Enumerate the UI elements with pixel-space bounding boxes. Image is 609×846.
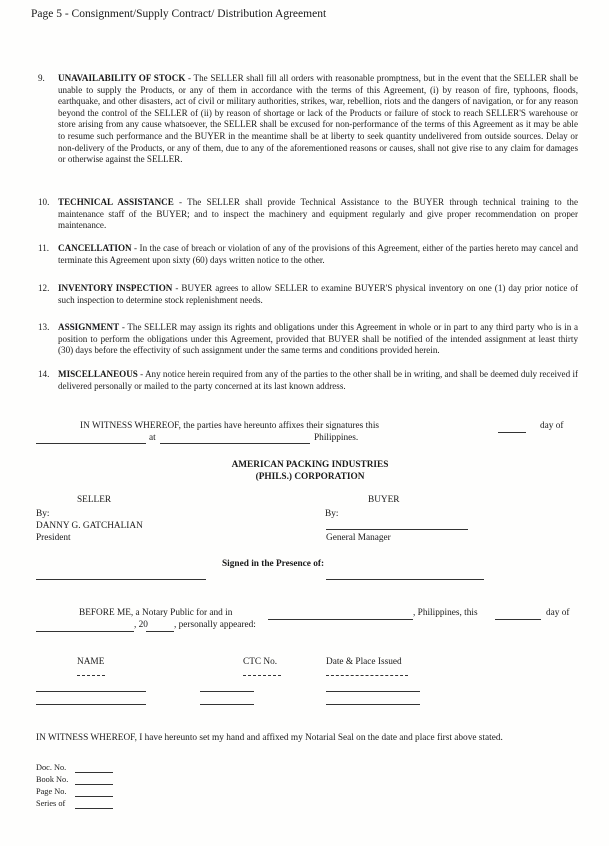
clause-text: BUYER agrees to allow SELLER to examine BUYER'S physical inventory on one (1) day prior notice of such inspection to determine stock replenishment needs. bbox=[58, 283, 578, 305]
clause-text: In the case of breach or violation of any of the provisions of this Agreement, either of the parties hereto may cancel and terminate this Agreement upon sixty (60) days written notice to the other. bbox=[58, 243, 579, 265]
row1-date-line[interactable] bbox=[326, 691, 420, 692]
notary-place-blank[interactable] bbox=[268, 619, 413, 620]
clause-number: 9. bbox=[38, 73, 45, 83]
clause-number: 10. bbox=[38, 197, 50, 207]
notary-month-blank[interactable] bbox=[36, 631, 134, 632]
row2-ctc-line[interactable] bbox=[200, 704, 254, 705]
witness-philippines: Philippines. bbox=[314, 433, 359, 443]
seller-name: DANNY G. GATCHALIAN bbox=[36, 521, 143, 531]
doc-no-line[interactable] bbox=[75, 772, 113, 773]
buyer-by: By: bbox=[325, 509, 339, 519]
clause-number: 11. bbox=[38, 243, 50, 253]
clause-12: 12. INVENTORY INSPECTION - BUYER agrees to allow SELLER to examine BUYER'S physical inventory on one (1) day prior notice of such inspection to determine stock replenishment needs. bbox=[38, 283, 578, 305]
clause-text: The SELLER may assign its rights and obligations under this Agreement in whole or in part to any third party who is in a position to perform the obligations under this Agreement, provided that BUYER shall be notified of the intended assignment at least thirty (30) days before the effectivity of such assignment under the same terms and conditions provided herein. bbox=[58, 322, 578, 356]
row2-date-line[interactable] bbox=[326, 704, 420, 705]
series-of-label: Series of bbox=[36, 799, 66, 808]
seller-by: By: bbox=[36, 509, 50, 519]
col-date-place-header: Date & Place Issued bbox=[326, 657, 402, 667]
page-no-line[interactable] bbox=[75, 796, 113, 797]
witness-1-line[interactable] bbox=[36, 579, 206, 580]
clause-title: CANCELLATION bbox=[58, 243, 132, 253]
clause-13: 13. ASSIGNMENT - The SELLER may assign its rights and obligations under this Agreement in whole or in part to any third party who is in a position to perform the obligations under this Agreement, provided that BUYER shall be notified of the intended assignment at least thirty (30) days before the effectivity of such assignment under the same terms and conditions provided herein. bbox=[38, 322, 578, 356]
notary-year-blank[interactable] bbox=[146, 631, 174, 632]
book-no-label: Book No. bbox=[36, 775, 69, 784]
clause-title: MISCELLANEOUS bbox=[58, 369, 138, 379]
ctc-header-dashes bbox=[243, 675, 281, 676]
notary-appeared: , personally appeared: bbox=[174, 620, 256, 630]
doc-no-label: Doc. No. bbox=[36, 763, 67, 772]
clause-text: Any notice herein required from any of the parties to the other shall be in writing, and shall be deemed duly received if delivered personally or mailed to the party concerned at its last known address. bbox=[58, 369, 578, 391]
buyer-label: BUYER bbox=[368, 495, 400, 505]
clause-number: 13. bbox=[38, 322, 50, 332]
company-name-line2: (PHILS.) CORPORATION bbox=[255, 472, 365, 482]
buyer-title: General Manager bbox=[326, 533, 391, 543]
col-name-header: NAME bbox=[77, 657, 105, 667]
col-ctc-header: CTC No. bbox=[243, 657, 278, 667]
month-blank[interactable] bbox=[36, 443, 146, 444]
company-name: AMERICAN PACKING INDUSTRIES bbox=[231, 460, 389, 470]
clause-number: 12. bbox=[38, 283, 50, 293]
witness-text: IN WITNESS WHEREOF, the parties have hereunto affixes their signatures this bbox=[80, 421, 380, 431]
clause-11: 11. CANCELLATION - In the case of breach or violation of any of the provisions of this Agreement, either of the parties hereto may cancel and terminate this Agreement upon sixty (60) days written notice to the other. bbox=[38, 243, 579, 265]
clause-text: The SELLER shall fill all orders with reasonable promptness, but in the event that the SELLER shall be unable to supply the Products, or any of them in accordance with the terms of this Agreement, (i) by reason of fire, typhoons, floods, earthquake, and other disasters, act of civil or military authorities, strikes, war, rebellion, riots and the dangers of navigation, or for any reason beyond the control of the SELLER of (ii) by reason of shortage or lack of the Products or failure of stock to reach SELLER'S warehouse or store arising from any cause whatsoever, the SELLER shall be excused for non-performance of the terms of this Agreement as it may be able to resume such performance and the BUYER in the meantime shall be at liberty to seek quantity undelivered from outside sources. Delay or non-delivery of the Products, or any of them, due to any of the aforementioned reasons or causes, shall not give rise to any claim for damages or otherwise against the SELLER. bbox=[58, 73, 578, 165]
clause-title: INVENTORY INSPECTION bbox=[58, 283, 173, 293]
row1-name-line[interactable] bbox=[36, 691, 146, 692]
clause-title: UNAVAILABILITY OF STOCK bbox=[58, 73, 186, 83]
day-blank[interactable] bbox=[498, 432, 526, 433]
witness-2-line[interactable] bbox=[326, 579, 484, 580]
clause-10: 10. TECHNICAL ASSISTANCE - The SELLER shall provide Technical Assistance to the BUYER through technical training to the maintenance staff of the BUYER; and to inspect the machinery and equipment regularly and give proper recommendation on proper maintenance. bbox=[38, 197, 578, 231]
clause-14: 14. MISCELLANEOUS - Any notice herein required from any of the parties to the other shall be in writing, and shall be deemed duly received if delivered personally or mailed to the party concerned at its last known address. bbox=[38, 369, 578, 391]
row2-name-line[interactable] bbox=[36, 704, 146, 705]
place-blank[interactable] bbox=[160, 443, 310, 444]
notary-year-prefix: , 20 bbox=[134, 620, 148, 630]
notarial-clause: IN WITNESS WHEREOF, I have hereunto set my hand and affixed my Notarial Seal on the date and place first above stated. bbox=[36, 733, 503, 743]
seller-title: President bbox=[36, 533, 71, 543]
notary-day-of: day of bbox=[546, 608, 570, 618]
page-header: Page 5 - Consignment/Supply Contract/ Distribution Agreement bbox=[31, 8, 327, 20]
notary-day-blank[interactable] bbox=[495, 619, 541, 620]
series-of-line[interactable] bbox=[75, 808, 113, 809]
witness-day-of: day of bbox=[540, 421, 564, 431]
clause-9: 9. UNAVAILABILITY OF STOCK - The SELLER shall fill all orders with reasonable promptness, but in the event that the SELLER shall be unable to supply the Products, or any of them in accordance with the terms of this Agreement, (i) by reason of fire, typhoons, floods, earthquake, and other disasters, act of civil or military authorities, strikes, war, rebellion, riots and the dangers of navigation, or for any reason beyond the control of the SELLER of (ii) by reason of shortage or lack of the Products or failure of stock to reach SELLER'S warehouse or store arising from any cause whatsoever, the SELLER shall be excused for non-performance of the terms of this Agreement as it may be able to resume such performance and the BUYER in the meantime shall be at liberty to seek quantity undelivered from outside sources. Delay or non-delivery of the Products, or any of them, due to any of the aforementioned reasons or causes, shall not give rise to any claim for damages or otherwise against the SELLER. bbox=[38, 73, 578, 165]
seller-label: SELLER bbox=[77, 495, 112, 505]
buyer-signature-line[interactable] bbox=[326, 529, 468, 530]
book-no-line[interactable] bbox=[75, 784, 113, 785]
presence-heading: Signed in the Presence of: bbox=[222, 559, 325, 569]
witness-at: at bbox=[149, 433, 156, 443]
clause-text: The SELLER shall provide Technical Assistance to the BUYER through technical training to the maintenance staff of the BUYER; and to inspect the machinery and equipment regularly and give proper recommendation on proper maintenance. bbox=[58, 197, 578, 231]
page-no-label: Page No. bbox=[36, 787, 67, 796]
row1-ctc-line[interactable] bbox=[200, 691, 254, 692]
notary-before: BEFORE ME, a Notary Public for and in bbox=[79, 608, 233, 618]
clause-title: TECHNICAL ASSISTANCE bbox=[58, 197, 174, 207]
notary-philippines: , Philippines, this bbox=[413, 608, 478, 618]
name-header-dashes bbox=[77, 675, 105, 676]
date-header-dashes bbox=[326, 675, 408, 676]
clause-number: 14. bbox=[38, 369, 50, 379]
clause-title: ASSIGNMENT bbox=[58, 322, 120, 332]
